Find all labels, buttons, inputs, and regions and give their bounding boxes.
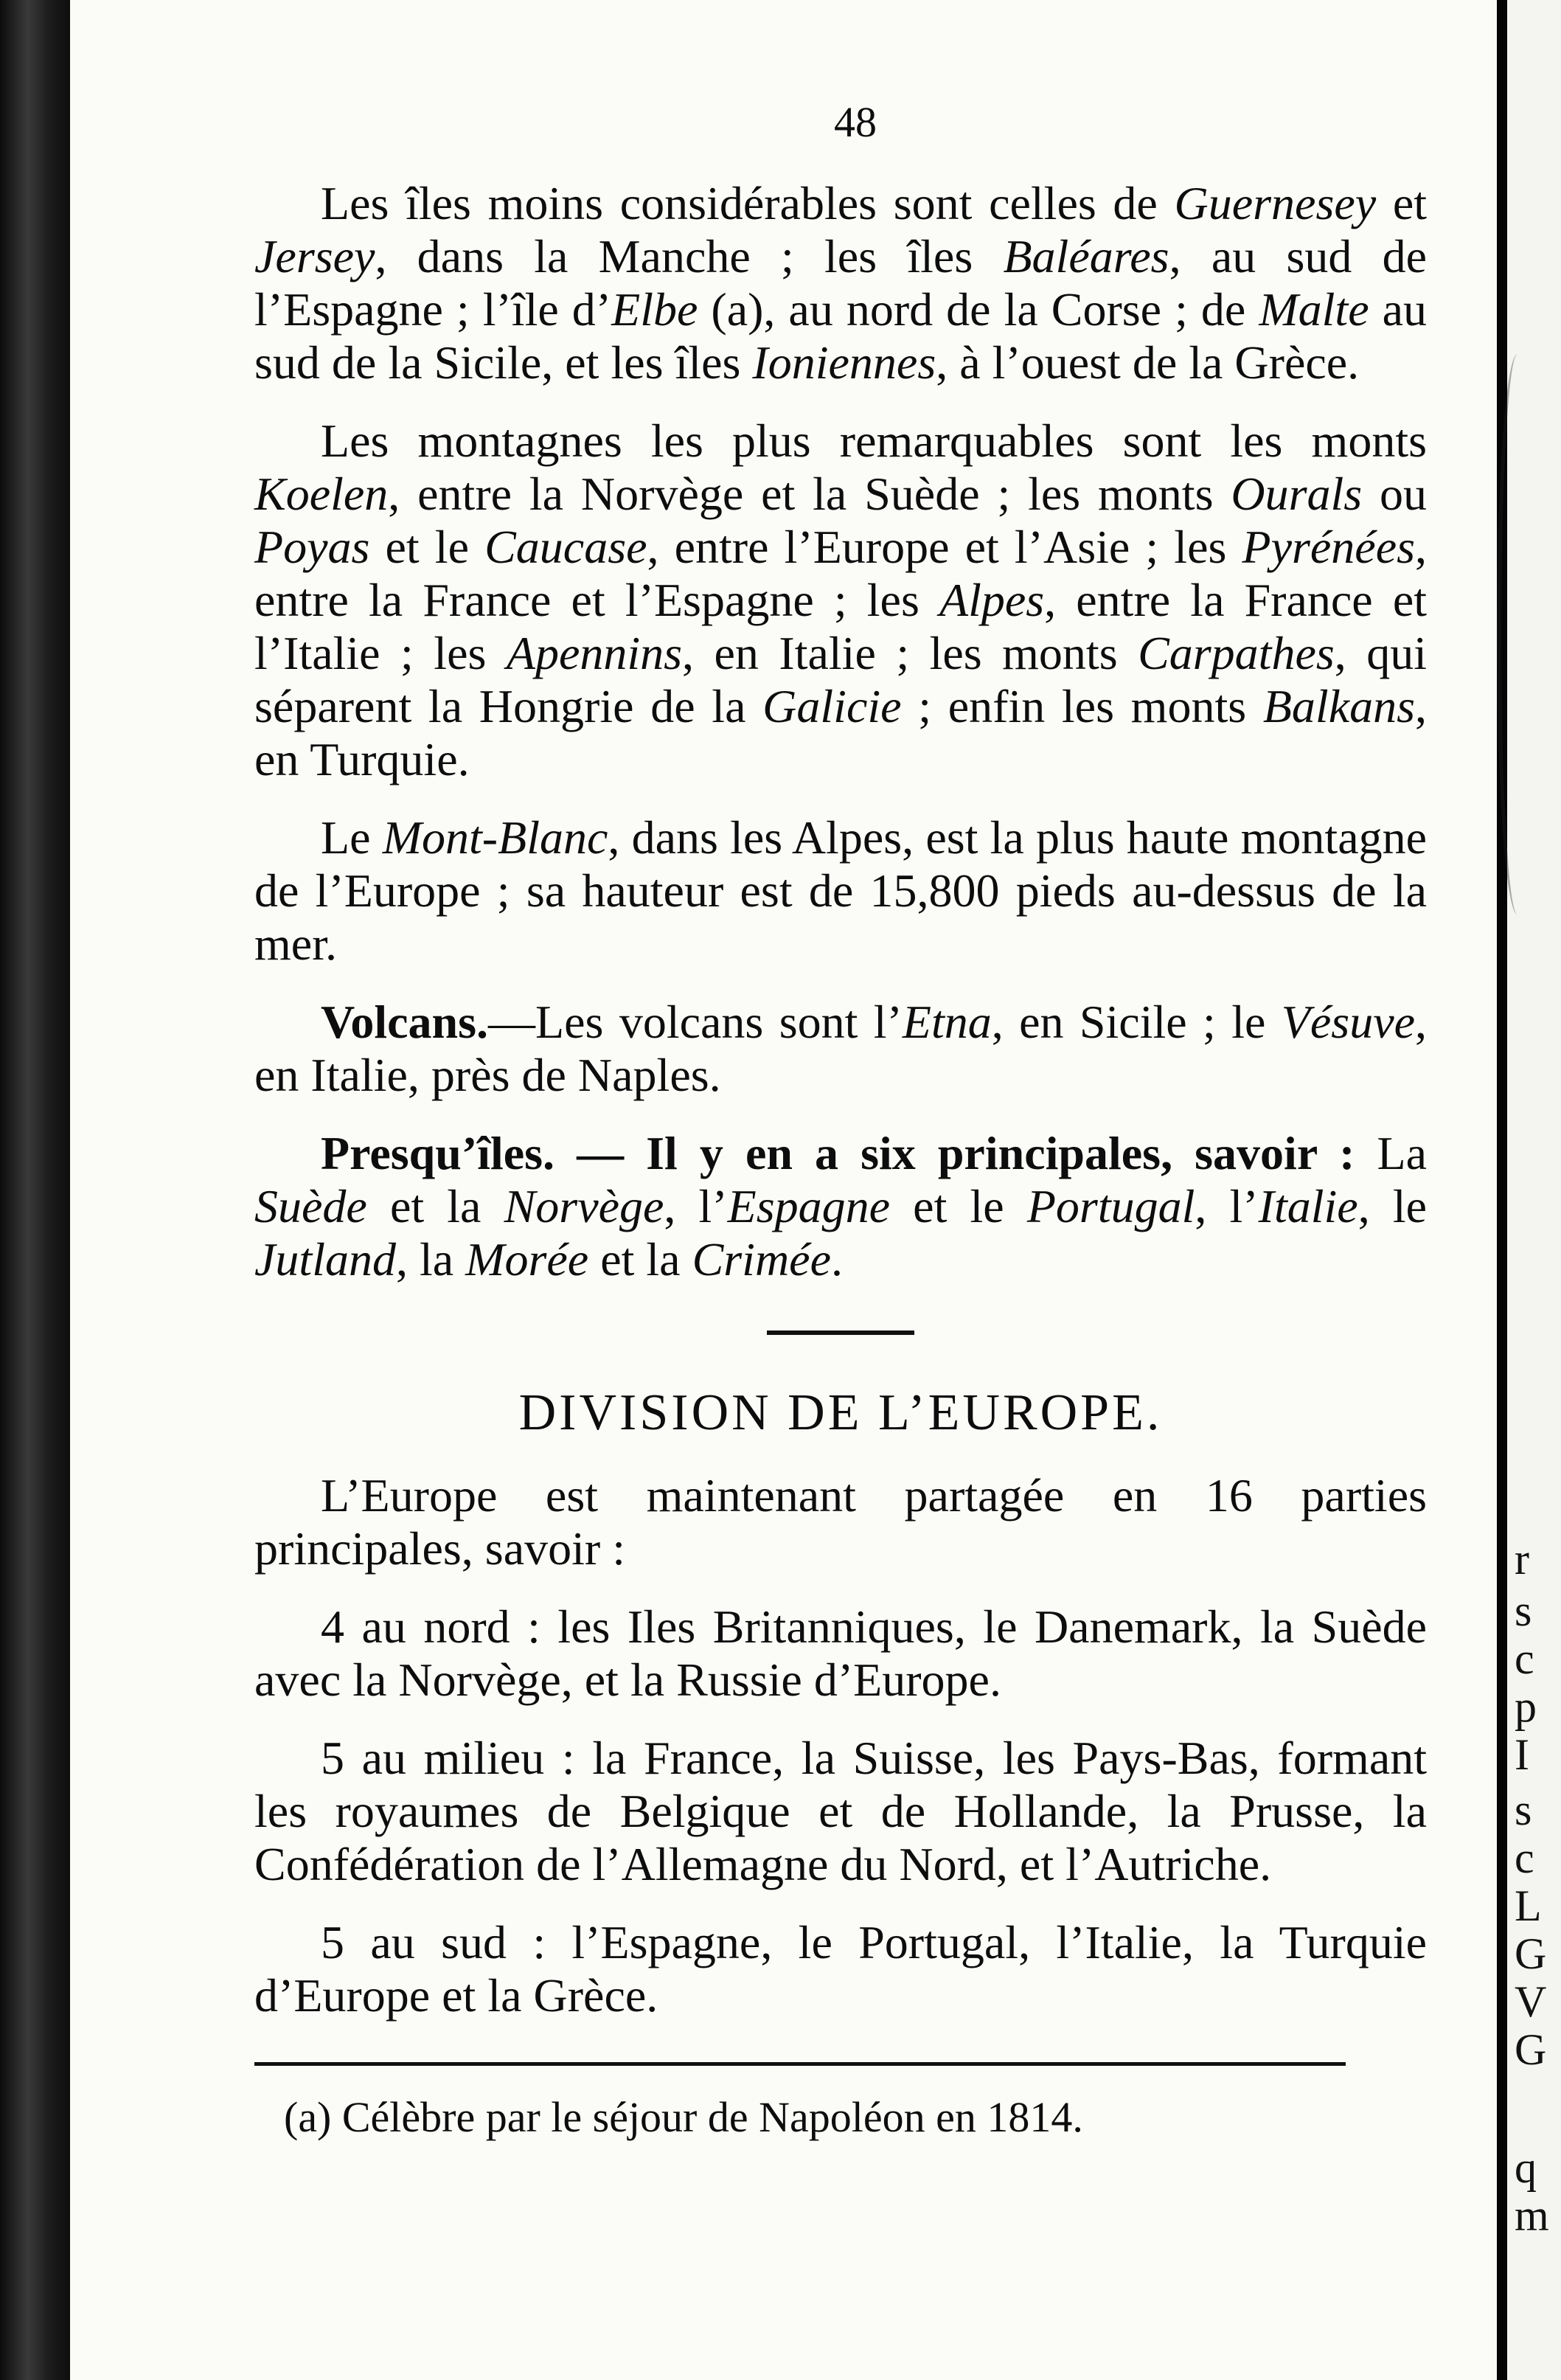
adjacent-letter: m (1515, 2191, 1549, 2240)
binding-curve (1497, 354, 1538, 915)
footnote-rule (254, 2062, 1346, 2066)
paragraph-mont-blanc: Le Mont-Blanc, dans les Alpes, est la plus haute montagne de l’Europe ; sa hauteur est de 15,800 pieds au-dessus de la mer. (254, 811, 1427, 970)
adjacent-letter: c (1515, 1833, 1534, 1882)
page-number: 48 (834, 98, 877, 146)
adjacent-letter: c (1515, 1634, 1534, 1683)
footnote: (a) Célèbre par le séjour de Napoléon en 1814. (284, 2093, 1083, 2141)
page-gutter-line (1497, 0, 1507, 2380)
adjacent-letter: I (1515, 1730, 1529, 1779)
page-content (254, 96, 1427, 2144)
adjacent-letter: L (1515, 1881, 1542, 1930)
adjacent-letter: G (1515, 1929, 1547, 1978)
paragraph-peninsulas: Presqu’îles. — Il y en a six principales, savoir : La Suède et la Norvège, l’Espagne et le Portugal, l’Italie, le Jutland, la Morée et la Crimée. (254, 1127, 1428, 1286)
adjacent-page-strip (1497, 0, 1561, 2380)
adjacent-letter: G (1515, 2025, 1547, 2074)
section-heading: DIVISION DE L’EUROPE. (518, 1384, 1163, 1441)
adjacent-letter: s (1515, 1586, 1532, 1635)
division-north: 4 au nord : les Iles Britanniques, le Danemark, la Suède avec la Norvège, et la Russie d’Europe. (254, 1600, 1427, 1706)
paragraph-volcanoes: Volcans.—Les volcans sont l’Etna, en Sicile ; le Vésuve, en Italie, près de Naples. (254, 996, 1428, 1101)
paragraph-islands: Les îles moins considérables sont celles de Guernesey et Jersey, dans la Manche ; les îles Baléares, au sud de l’Espagne ; l’île d’Elbe (a), au nord de la Corse ; de Malte au sud de la Sicile, et les îles Ioniennes, à l’ouest de la Grèce. (254, 177, 1428, 389)
book-spine-edge (0, 0, 70, 2380)
division-intro: L’Europe est maintenant partagée en 16 parties principales, savoir : (254, 1469, 1427, 1575)
paragraph-mountains: Les montagnes les plus remarquables sont les monts Koelen, entre la Norvège et la Suède ; les monts Ourals ou Poyas et le Caucase, entre l’Europe et l’Asie ; les Pyrénées, entre la France et l’Espagne ; les Alpes, entre la France et l’Italie ; les Apennins, en Italie ; les monts Carpathes, qui séparent la Hongrie de la Galicie ; enfin les monts Balkans, en Turquie. (254, 414, 1428, 785)
section-separator (767, 1330, 914, 1335)
adjacent-letter: r (1515, 1535, 1529, 1583)
adjacent-letter: q (1515, 2143, 1537, 2192)
adjacent-letter: V (1515, 1977, 1547, 2026)
adjacent-letter: s (1515, 1786, 1532, 1834)
division-middle: 5 au milieu : la France, la Suisse, les Pays-Bas, formant les royaumes de Belgique et de Hollande, la Prusse, la Confédération de l’Allemagne du Nord, et l’Autriche. (254, 1732, 1427, 1890)
division-south: 5 au sud : l’Espagne, le Portugal, l’Italie, la Turquie d’Europe et la Grèce. (254, 1916, 1427, 2022)
adjacent-letter: p (1515, 1682, 1537, 1731)
